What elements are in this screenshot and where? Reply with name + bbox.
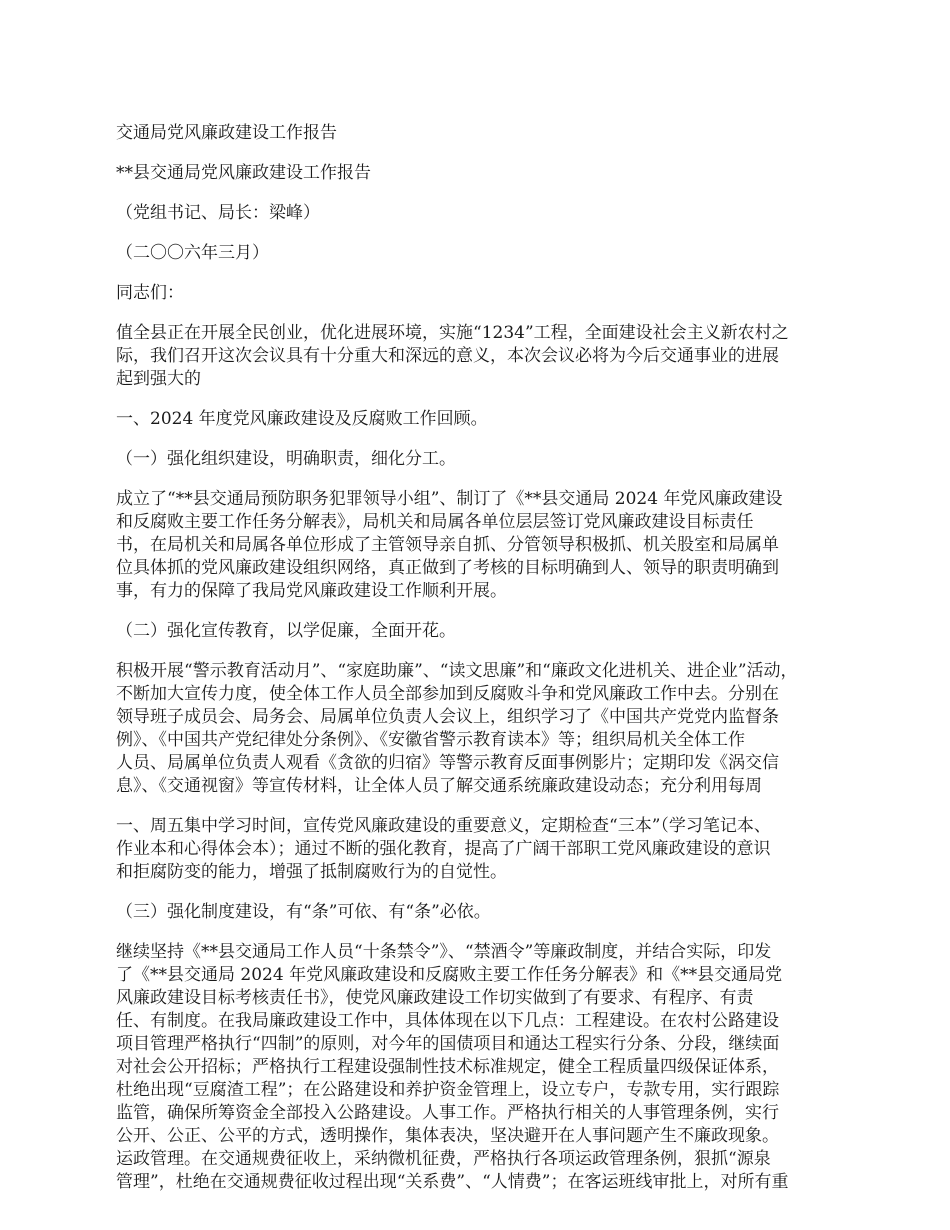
text-line: 人员、局属单位负责人观看《贪欲的归宿》等警示教育反面事例影片；定期印发《涡交信 <box>116 753 779 773</box>
section-heading <box>116 408 840 431</box>
text-line: （党组书记、局长：梁峰） <box>116 203 320 223</box>
subsection-paragraph-continued <box>116 815 840 884</box>
text-line: 继续坚持《**县交通局工作人员“十条禁令”》、“禁酒令”等廉政制度，并结合实际，印发 <box>116 942 772 962</box>
date-line <box>116 242 840 265</box>
text-line: 杜绝出现“豆腐渣工程”；在公路建设和养护资金管理上，设立专户，专款专用，实行跟踪 <box>116 1080 780 1100</box>
text-line: 际，我们召开这次会议具有十分重大和深远的意义，本次会议必将为今后交通事业的进展 <box>116 346 779 366</box>
text-line: 值全县正在开展全民创业，优化进展环境，实施“1234”工程，全面建设社会主义新农村之 <box>116 323 789 343</box>
subsection-heading <box>116 901 840 924</box>
text-line: 一、周五集中学习时间，宣传党风廉政建设的重要意义，定期检查“三本”（学习笔记本、 <box>116 816 771 836</box>
text-line: 风廉政建设目标考核责任书》，使党风廉政建设工作切实做到了有要求、有程序、有责 <box>116 988 754 1008</box>
speaker-line <box>116 202 840 225</box>
text-line: 运政管理。在交通规费征收上，采纳微机征费，严格执行各项运政管理条例，狠抓“源泉 <box>116 1149 771 1169</box>
text-line: 项目管理严格执行“四制”的原则，对今年的国债项目和通达工程实行分条、分段，继续面 <box>116 1034 780 1054</box>
report-subtitle <box>116 162 840 185</box>
salutation <box>116 282 840 305</box>
text-line: 起到强大的 <box>116 369 201 389</box>
text-line: 同志们： <box>116 283 184 303</box>
text-line: 例》、《中国共产党纪律处分条例》、《安徽省警示教育读本》等；组织局机关全体工作 <box>116 730 745 750</box>
text-line: 成立了“**县交通局预防职务犯罪领导小组”、制订了《**县交通局 2024 年党风廉政建设 <box>116 489 783 509</box>
subsection-paragraph <box>116 488 840 603</box>
text-line: 息》、《交通视窗》等宣传材料，让全体人员了解交通系统廉政建设动态；充分利用每周 <box>116 776 762 796</box>
text-line: 公开、公正、公平的方式，透明操作，集体表决，坚决避开在人事问题产生不廉政现象。 <box>116 1126 779 1146</box>
text-line: 事，有力的保障了我局党风廉政建设工作顺利开展。 <box>116 581 507 601</box>
text-line: 交通局党风廉政建设工作报告 <box>116 123 337 143</box>
text-line: 和反腐败主要工作任务分解表》，局机关和局属各单位层层签订党风廉政建设目标责任 <box>116 512 754 532</box>
subsection-heading <box>116 448 840 471</box>
subsection-paragraph <box>116 660 840 798</box>
text-line: 任、有制度。在我局廉政建设工作中，具体体现在以下几点：工程建设。在农村公路建设 <box>116 1011 779 1031</box>
document-title <box>116 122 840 145</box>
text-line: 位具体抓的党风廉政建设组织网络，真正做到了考核的目标明确到人、领导的职责明确到 <box>116 558 779 578</box>
text-line: 书，在局机关和局属各单位形成了主管领导亲自抓、分管领导积极抓、机关股室和局属单 <box>116 535 779 555</box>
text-line: 领导班子成员会、局务会、局属单位负责人会议上，组织学习了《中国共产党党内监督条 <box>116 707 779 727</box>
text-line: 监管，确保所筹资金全部投入公路建设。人事工作。严格执行相关的人事管理条例，实行 <box>116 1103 779 1123</box>
text-line: 和拒腐防变的能力，增强了抵制腐败行为的自觉性。 <box>116 862 507 882</box>
text-line: 不断加大宣传力度，使全体工作人员全部参加到反腐败斗争和党风廉政工作中去。分别在 <box>116 684 779 704</box>
text-line: （二）强化宣传教育，以学促廉，全面开花。 <box>116 621 456 641</box>
text-line: 积极开展“警示教育活动月”、“家庭助廉”、“读文思廉”和“廉政文化进机关、进企业”活动， <box>116 661 798 681</box>
text-line: 一、2024 年度党风廉政建设及反腐败工作回顾。 <box>116 409 488 429</box>
text-line: 管理”，杜绝在交通规费征收过程出现“关系费”、“人情费”；在客运班线审批上，对所有重 <box>116 1172 789 1192</box>
intro-paragraph <box>116 322 840 391</box>
subsection-paragraph <box>116 941 840 1194</box>
text-line: 了《**县交通局 2024 年党风廉政建设和反腐败主要工作任务分解表》和《**县交通局党 <box>116 965 783 985</box>
text-line: 对社会公开招标；严格执行工程建设强制性技术标准规定，健全工程质量四级保证体系， <box>116 1057 779 1077</box>
text-line: 作业本和心得体会本）；通过不断的强化教育，提高了广阔干部职工党风廉政建设的意识 <box>116 839 771 859</box>
text-line: （一）强化组织建设，明确职责，细化分工。 <box>116 449 456 469</box>
text-line: （三）强化制度建设，有“条”可依、有“条”必依。 <box>116 902 491 922</box>
text-line: **县交通局党风廉政建设工作报告 <box>116 163 371 183</box>
text-line: （二〇〇六年三月） <box>116 243 269 263</box>
subsection-heading <box>116 620 840 643</box>
